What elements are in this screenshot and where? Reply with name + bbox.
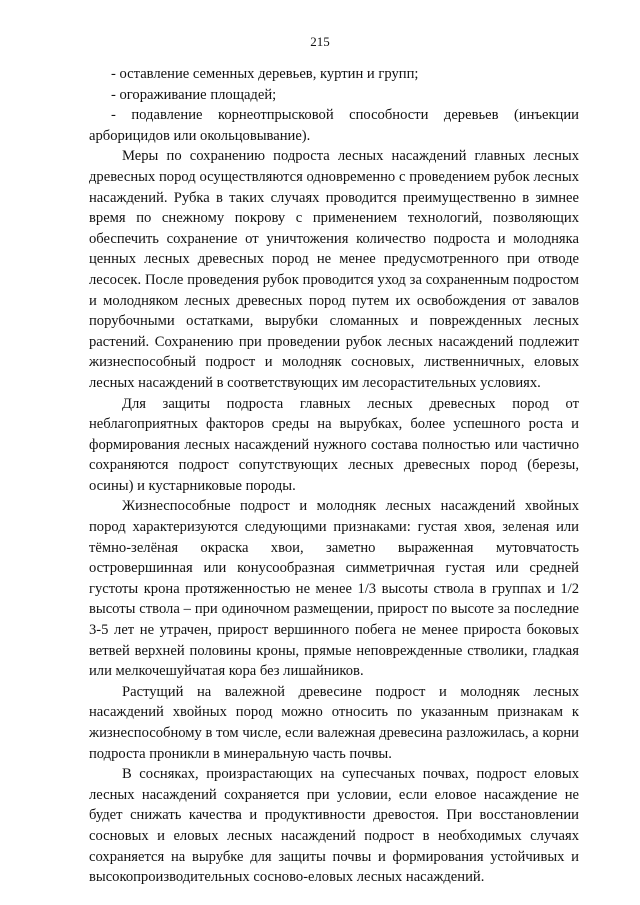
list-item-suppression: - подавление корнеотпрысковой способности деревьев (инъекции арборицидов или окольцовывание). bbox=[89, 107, 579, 144]
list-item-fencing: - огораживание площадей; bbox=[111, 86, 277, 103]
paragraph-protection: Для защиты подроста главных лесных древесных пород от неблагоприятных факторов среды на вырубках, более успешного роста и формирования лесных насаждений нужного состава полностью или частично сохраняются подрост сопутствующих лесных древесных пород (березы, осины) и кустарниковые породы. bbox=[89, 395, 579, 494]
paragraph-pine-forests: В сосняках, произрастающих на супесчаных почвах, подрост еловых лесных насаждений сохраняется при условии, если еловое насаждение не будет снижать качества и продуктивности древостоя. При восстановлении сосновых и еловых лесных насаждений подрост в необходимых случаях сохраняется на вырубке для защиты почвы и формирования устойчивых и высокопроизводительных сосново-еловых лесных насаждений. bbox=[89, 766, 579, 886]
paragraph-undergrowth-measures: Меры по сохранению подроста лесных насаждений главных лесных древесных пород осуществляются одновременно с проведением рубок лесных насаждений. Рубка в таких случаях проводится преимущественно в зимнее время по снежному покрову с применением технологий, позволяющих обеспечить сохранение от уничтожения количество подроста и молодняка ценных лесных древесных пород не менее предусмотренного при отводе лесосек. После проведения рубок проводится уход за сохраненным подростом и молодняком лесных древесных пород путем их освобождения от завалов порубочными остатками, вырубки сломанных и поврежденных лесных растений. Сохранению при проведении рубок лесных насаждений подлежит жизнеспособный подрост и молодняк сосновых, лиственничных, еловых лесных насаждений в соответствующих им лесорастительных условиях. bbox=[89, 148, 579, 391]
page-number: 215 bbox=[310, 34, 330, 49]
paragraph-viability-criteria: Жизнеспособные подрост и молодняк лесных насаждений хвойных пород характеризуются следующими признаками: густая хвоя, зеленая или тёмно-зелёная окраска хвои, заметно выраженная мутовчатость островершинная или конусообразная симметричная густая или средней густоты крона протяженностью не менее 1/3 высоты ствола в группах и 1/2 высоты ствола – при одиночном размещении, прирост по высоте за последние 3-5 лет не утрачен, прирост вершинного побега не менее прироста боковых ветвей верхней половины кроны, прямые неповрежденные стволики, гладкая или мелкочешуйчатая кора без лишайников. bbox=[89, 498, 579, 680]
page-body bbox=[89, 64, 579, 888]
list-item-seed-trees: - оставление семенных деревьев, куртин и групп; bbox=[111, 66, 419, 82]
paragraph-deadwood-growth: Растущий на валежной древесине подрост и молодняк лесных насаждений хвойных пород можно относить по указанным признакам к жизнеспособному в том числе, если валежная древесина разложилась, а корни подроста проникли в минеральную часть почвы. bbox=[89, 683, 579, 762]
